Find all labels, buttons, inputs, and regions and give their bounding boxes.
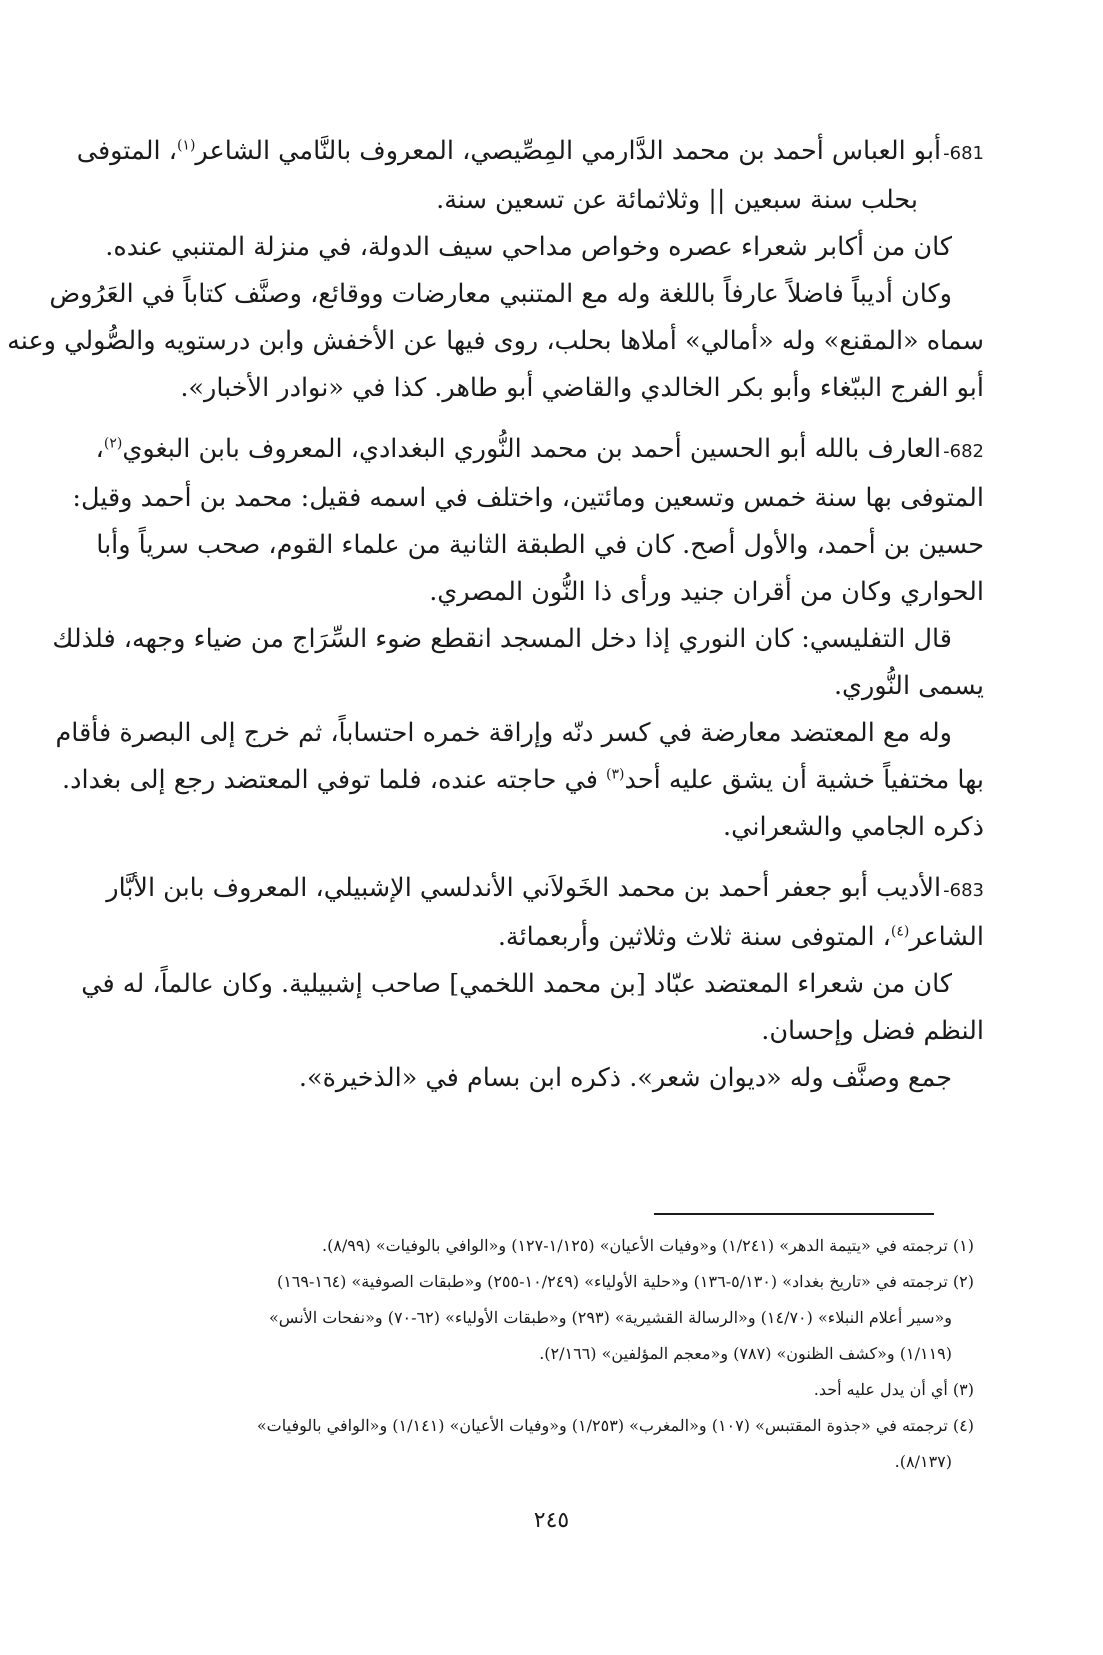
footnote-4-cont: (٨/١٣٧).: [894, 1452, 952, 1471]
page-number: ٢٤٥: [533, 1508, 570, 1533]
entry-681-line-1: 681-أبو العباس أحمد بن محمد الدَّارمي المِصِّيصي، المعروف بالنَّامي الشاعر$^{(١)}$، المتوفى: [76, 136, 984, 166]
entry-number: 681-: [943, 143, 984, 164]
entry-682-line-8: بها مختفياً خشية أن يشق عليه أحد$^{(٣)}$ في حاجته عنده، فلما توفي المعتضد رجع إلى بغداد.: [62, 765, 984, 795]
entry-681-line-2: بحلب سنة سبعين || وثلاثمائة عن تسعين سنة.: [436, 185, 918, 215]
footnote-1: (١) ترجمته في «يتيمة الدهر» (١/٢٤١) و«وفيات الأعيان» (١/١٢٥-١٢٧) و«الوافي بالوفيات» (٨/٩٩).: [321, 1236, 974, 1255]
entry-682-line-6: يسمى النُّوري.: [833, 671, 984, 701]
footnote-ref-1[interactable]: (١): [176, 137, 196, 154]
footnote-4: (٤) ترجمته في «جذوة المقتبس» (١٠٧) و«المغرب» (١/٢٥٣) و«وفيات الأعيان» (١/١٤١) و«الوافي بالوفيات»: [256, 1416, 974, 1435]
entry-681-line-5: سماه «المقنع» وله «أمالي» أملاها بحلب، روى فيها عن الأخفش وابن درستويه والصُّولي وعنه: [7, 326, 984, 356]
footnote-2-cont: و«سير أعلام النبلاء» (١٤/٧٠) و«الرسالة القشيرية» (٢٩٣) و«طبقات الأولياء» (٦٢-٧٠) و«نفحات الأنس»: [269, 1308, 952, 1327]
entry-683-line-4: النظم فضل وإحسان.: [761, 1016, 984, 1046]
entry-683: [81, 865, 984, 1102]
entry-681-line-3: كان من أكابر شعراء عصره وخواص مداحي سيف الدولة، في منزلة المتنبي عنده.: [105, 232, 952, 262]
entry-682: [52, 426, 984, 851]
footnote-2: (٢) ترجمته في «تاريخ بغداد» (٥/١٣٠-١٣٦) و«حلية الأولياء» (١٠/٢٤٩-٢٥٥) و«طبقات الصوفية» (١٦٤-١٦٩): [276, 1272, 974, 1291]
entry-683-line-5: جمع وصنَّف وله «ديوان شعر». ذكره ابن بسام في «الذخيرة».: [298, 1063, 952, 1093]
footnote-ref-2[interactable]: (٢): [103, 435, 123, 452]
entry-683-line-1: 683-الأديب أبو جعفر أحمد بن محمد الخَولاَني الأندلسي الإشبيلي، المعروف بابن الأبَّار: [106, 873, 984, 903]
entry-683-line-2: الشاعر$^{(٤)}$، المتوفى سنة ثلاث وثلاثين وأربعمائة.: [497, 922, 984, 952]
footnote-3: (٣) أي أن يدل عليه أحد.: [813, 1380, 974, 1399]
entry-682-line-3: حسين بن أحمد، والأول أصح. كان في الطبقة الثانية من علماء القوم، صحب سرياً وأبا: [96, 530, 984, 560]
footnote-divider: [654, 1213, 934, 1215]
entry-number: 682-: [943, 441, 984, 462]
entry-682-line-9: ذكره الجامي والشعراني.: [723, 812, 984, 842]
footnote-ref-4[interactable]: (٤): [890, 923, 910, 940]
entry-682-line-4: الحواري وكان من أقران جنيد ورأى ذا النُّون المصري.: [429, 577, 984, 607]
footnotes: [114, 1228, 974, 1480]
entry-681: [7, 128, 984, 412]
main-text: [7, 128, 984, 1116]
entry-682-line-5: قال التفليسي: كان النوري إذا دخل المسجد انقطع ضوء السِّرَاج من ضياء وجهه، فلذلك: [52, 624, 952, 654]
entry-681-line-6: أبو الفرج الببّغاء وأبو بكر الخالدي والقاضي أبو طاهر. كذا في «نوادر الأخبار».: [180, 373, 984, 403]
entry-number: 683-: [943, 880, 984, 901]
entry-681-line-4: وكان أديباً فاضلاً عارفاً باللغة وله مع المتنبي معارضات ووقائع، وصنَّف كتاباً في العَرُوض: [49, 279, 952, 309]
footnote-ref-3[interactable]: (٣): [606, 766, 625, 783]
entry-682-line-7: وله مع المعتضد معارضة في كسر دنّه وإراقة خمره احتساباً، ثم خرج إلى البصرة فأقام: [55, 718, 952, 748]
entry-683-line-3: كان من شعراء المعتضد عبّاد [بن محمد اللخمي] صاحب إشبيلية. وكان عالماً، له في: [81, 969, 952, 999]
entry-682-line-2: المتوفى بها سنة خمس وتسعين ومائتين، واختلف في اسمه فقيل: محمد بن أحمد وقيل:: [72, 483, 984, 513]
entry-682-line-1: 682-العارف بالله أبو الحسين أحمد بن محمد النُّوري البغدادي، المعروف بابن البغوي$^{(٢)}$،: [95, 434, 984, 464]
footnote-2-cont: (١/١١٩) و«كشف الظنون» (٧٨٧) و«معجم المؤلفين» (٢/١٦٦).: [539, 1344, 952, 1363]
